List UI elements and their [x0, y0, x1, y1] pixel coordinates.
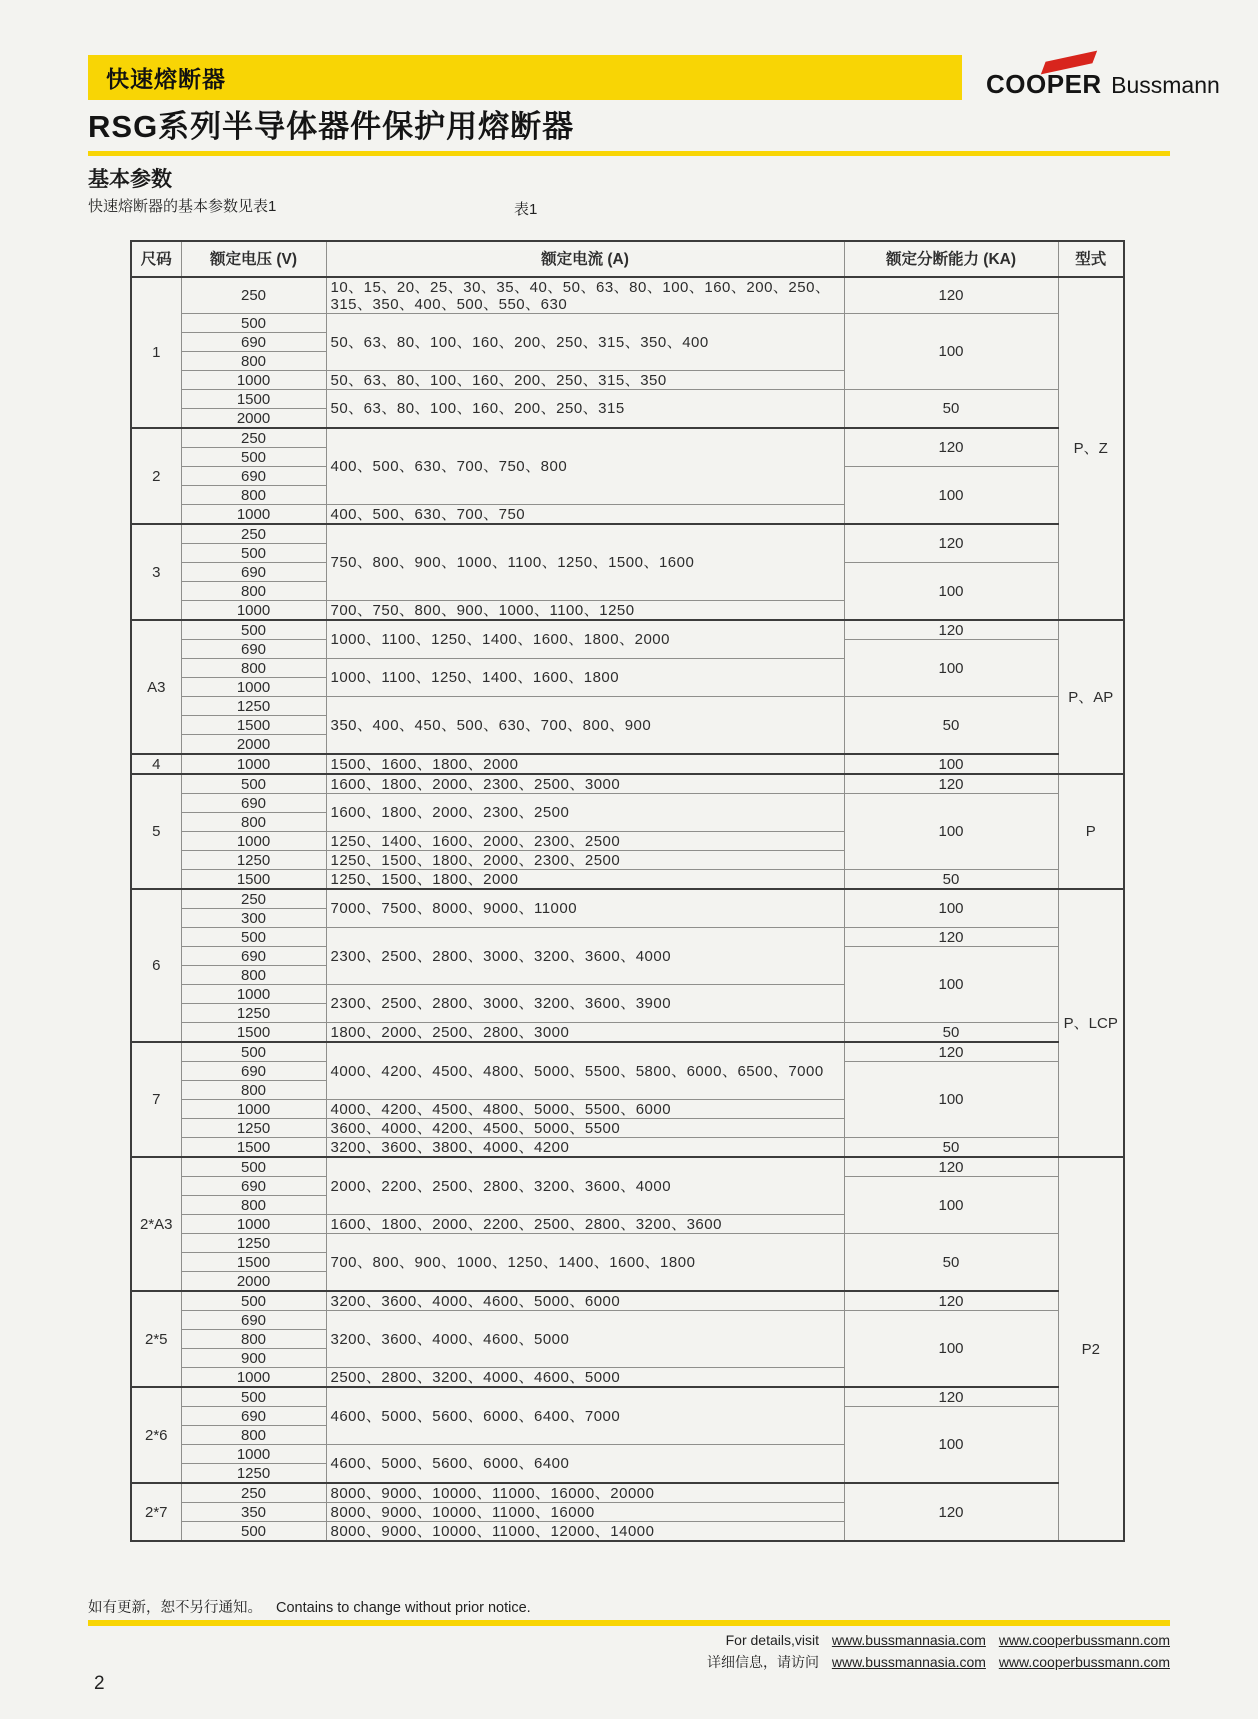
- current-cell: 400、500、630、700、750: [326, 505, 844, 525]
- yellow-divider-top: [88, 151, 1170, 156]
- voltage-cell: 690: [181, 1311, 326, 1330]
- ka-cell: 50: [844, 697, 1058, 755]
- voltage-cell: 800: [181, 1196, 326, 1215]
- current-cell: 3600、4000、4200、4500、5000、5500: [326, 1119, 844, 1138]
- current-cell: 700、800、900、1000、1250、1400、1600、1800: [326, 1234, 844, 1292]
- current-cell: 1600、1800、2000、2300、2500、3000: [326, 774, 844, 794]
- current-cell: 7000、7500、8000、9000、11000: [326, 889, 844, 928]
- voltage-cell: 690: [181, 467, 326, 486]
- voltage-cell: 1000: [181, 1215, 326, 1234]
- voltage-cell: 1250: [181, 851, 326, 870]
- footer-links-prefix-cn: 详细信息，请访问: [706, 1654, 819, 1670]
- current-cell: 1800、2000、2500、2800、3000: [326, 1023, 844, 1043]
- ka-cell: 100: [844, 1177, 1058, 1234]
- table-row: [131, 1234, 1124, 1253]
- ka-cell: 100: [844, 947, 1058, 1023]
- bussmannasia-link[interactable]: www.bussmannasia.com: [831, 1632, 986, 1648]
- ka-cell: 50: [844, 390, 1058, 429]
- size-cell: 3: [131, 524, 181, 620]
- category-label: 快速熔断器: [106, 66, 226, 92]
- size-cell: 7: [131, 1042, 181, 1157]
- voltage-cell: 1000: [181, 754, 326, 774]
- table-body: [131, 277, 1124, 1541]
- voltage-cell: 300: [181, 909, 326, 928]
- category-banner: [88, 55, 962, 100]
- table-row: [131, 1387, 1124, 1407]
- voltage-cell: 1250: [181, 697, 326, 716]
- cooperbussmann-link[interactable]: www.cooperbussmann.com: [998, 1654, 1170, 1670]
- footer-note: [88, 1596, 531, 1617]
- current-cell: 1000、1100、1250、1400、1600、1800: [326, 659, 844, 697]
- yellow-divider-bottom: [88, 1620, 1170, 1626]
- current-cell: 1000、1100、1250、1400、1600、1800、2000: [326, 620, 844, 659]
- current-cell: 50、63、80、100、160、200、250、315、350: [326, 371, 844, 390]
- current-cell: 10、15、20、25、30、35、40、50、63、80、100、160、200、250、315、350、400、500、550、630: [326, 277, 844, 314]
- voltage-cell: 800: [181, 352, 326, 371]
- current-cell: 8000、9000、10000、11000、12000、14000: [326, 1522, 844, 1542]
- size-cell: 2*6: [131, 1387, 181, 1483]
- voltage-cell: 500: [181, 314, 326, 333]
- ka-cell: 120: [844, 1291, 1058, 1311]
- table-row: [131, 390, 1124, 409]
- size-cell: 4: [131, 754, 181, 774]
- current-cell: 8000、9000、10000、11000、16000: [326, 1503, 844, 1522]
- current-cell: 2500、2800、3200、4000、4600、5000: [326, 1368, 844, 1388]
- current-cell: 4600、5000、5600、6000、6400、7000: [326, 1387, 844, 1445]
- current-cell: 1500、1600、1800、2000: [326, 754, 844, 774]
- voltage-cell: 500: [181, 1387, 326, 1407]
- parameters-table: [130, 240, 1125, 1542]
- current-cell: 1600、1800、2000、2300、2500: [326, 794, 844, 832]
- size-cell: 2: [131, 428, 181, 524]
- current-cell: 2300、2500、2800、3000、3200、3600、3900: [326, 985, 844, 1023]
- ka-cell: 100: [844, 889, 1058, 928]
- current-cell: 4000、4200、4500、4800、5000、5500、5800、6000、6500、7000: [326, 1042, 844, 1100]
- parameters-table-wrap: [130, 240, 1125, 1542]
- voltage-cell: 1500: [181, 870, 326, 890]
- footer-note-cn: 如有更新，恕不另行通知。: [88, 1600, 262, 1616]
- voltage-cell: 250: [181, 524, 326, 544]
- voltage-cell: 350: [181, 1503, 326, 1522]
- ka-cell: 50: [844, 1138, 1058, 1158]
- voltage-cell: 690: [181, 794, 326, 813]
- footer-links: [707, 1629, 1170, 1673]
- type-cell: P、Z: [1058, 277, 1124, 620]
- col-header-current: 额定电流 (A): [326, 241, 844, 277]
- table-caption: 表1: [514, 201, 538, 218]
- voltage-cell: 800: [181, 813, 326, 832]
- voltage-cell: 800: [181, 1330, 326, 1349]
- footer-note-en: Contains to change without prior notice.: [276, 1600, 531, 1616]
- footer-links-prefix-en: For details,visit: [725, 1632, 819, 1648]
- page-number: 2: [94, 1673, 105, 1694]
- size-cell: 6: [131, 889, 181, 1042]
- ka-cell: 100: [844, 640, 1058, 697]
- voltage-cell: 800: [181, 582, 326, 601]
- ka-cell: 100: [844, 794, 1058, 870]
- ka-cell: 50: [844, 1023, 1058, 1043]
- current-cell: 1600、1800、2000、2200、2500、2800、3200、3600: [326, 1215, 844, 1234]
- size-cell: 2*A3: [131, 1157, 181, 1291]
- voltage-cell: 500: [181, 448, 326, 467]
- size-cell: A3: [131, 620, 181, 754]
- section-heading: 基本参数: [88, 168, 172, 191]
- ka-cell: 100: [844, 314, 1058, 390]
- ka-cell: 100: [844, 467, 1058, 525]
- voltage-cell: 1000: [181, 1445, 326, 1464]
- voltage-cell: 1000: [181, 601, 326, 621]
- table-row: [131, 697, 1124, 716]
- current-cell: 1250、1500、1800、2000: [326, 870, 844, 890]
- ka-cell: 120: [844, 928, 1058, 947]
- type-cell: P、LCP: [1058, 889, 1124, 1157]
- ka-cell: 50: [844, 1234, 1058, 1292]
- ka-cell: 120: [844, 277, 1058, 314]
- voltage-cell: 800: [181, 1426, 326, 1445]
- type-cell: P2: [1058, 1157, 1124, 1541]
- footer-links-row-en: [707, 1629, 1170, 1651]
- table-head: [131, 241, 1124, 277]
- current-cell: 750、800、900、1000、1100、1250、1500、1600: [326, 524, 844, 601]
- voltage-cell: 1250: [181, 1004, 326, 1023]
- voltage-cell: 2000: [181, 735, 326, 755]
- voltage-cell: 1250: [181, 1234, 326, 1253]
- table-row: [131, 524, 1124, 544]
- ka-cell: 100: [844, 1062, 1058, 1138]
- voltage-cell: 900: [181, 1349, 326, 1368]
- current-cell: 4000、4200、4500、4800、5000、5500、6000: [326, 1100, 844, 1119]
- section-subheading: 快速熔断器的基本参数见表1: [88, 198, 277, 215]
- col-header-type: 型式: [1058, 241, 1124, 277]
- voltage-cell: 690: [181, 333, 326, 352]
- type-cell: P: [1058, 774, 1124, 889]
- ka-cell: 120: [844, 1387, 1058, 1407]
- ka-cell: 120: [844, 1483, 1058, 1541]
- voltage-cell: 500: [181, 928, 326, 947]
- voltage-cell: 2000: [181, 1272, 326, 1292]
- voltage-cell: 690: [181, 1177, 326, 1196]
- brand-bussmann-text: Bussmann: [1111, 72, 1220, 98]
- voltage-cell: 800: [181, 966, 326, 985]
- voltage-cell: 1000: [181, 1100, 326, 1119]
- voltage-cell: 690: [181, 1407, 326, 1426]
- size-cell: 2*7: [131, 1483, 181, 1541]
- voltage-cell: 1500: [181, 716, 326, 735]
- table-row: [131, 774, 1124, 794]
- current-cell: 3200、3600、4000、4600、5000: [326, 1311, 844, 1368]
- voltage-cell: 1000: [181, 1368, 326, 1388]
- voltage-cell: 250: [181, 277, 326, 314]
- table-row: [131, 889, 1124, 909]
- ka-cell: 120: [844, 428, 1058, 467]
- current-cell: 3200、3600、3800、4000、4200: [326, 1138, 844, 1158]
- table-row: [131, 870, 1124, 890]
- table-row: [131, 428, 1124, 448]
- current-cell: 50、63、80、100、160、200、250、315: [326, 390, 844, 429]
- table-row: [131, 754, 1124, 774]
- voltage-cell: 500: [181, 1291, 326, 1311]
- header-row: [131, 241, 1124, 277]
- table-row: [131, 1483, 1124, 1503]
- brand-cooper-text: COOPER: [986, 69, 1102, 99]
- current-cell: 2000、2200、2500、2800、3200、3600、4000: [326, 1157, 844, 1215]
- voltage-cell: 500: [181, 544, 326, 563]
- current-cell: 2300、2500、2800、3000、3200、3600、4000: [326, 928, 844, 985]
- table-row: [131, 794, 1124, 813]
- voltage-cell: 800: [181, 1081, 326, 1100]
- col-header-voltage: 额定电压 (V): [181, 241, 326, 277]
- voltage-cell: 500: [181, 1522, 326, 1542]
- voltage-cell: 250: [181, 1483, 326, 1503]
- voltage-cell: 800: [181, 659, 326, 678]
- table-row: [131, 620, 1124, 640]
- current-cell: 400、500、630、700、750、800: [326, 428, 844, 505]
- voltage-cell: 250: [181, 428, 326, 448]
- ka-cell: 100: [844, 1311, 1058, 1388]
- table-row: [131, 1023, 1124, 1043]
- col-header-breaking-capacity: 额定分断能力 (KA): [844, 241, 1058, 277]
- voltage-cell: 1500: [181, 1138, 326, 1158]
- ka-cell: 50: [844, 870, 1058, 890]
- voltage-cell: 500: [181, 1157, 326, 1177]
- current-cell: 1250、1400、1600、2000、2300、2500: [326, 832, 844, 851]
- brand-logo: [986, 56, 1220, 102]
- voltage-cell: 690: [181, 640, 326, 659]
- table-row: [131, 1311, 1124, 1330]
- voltage-cell: 690: [181, 563, 326, 582]
- voltage-cell: 1000: [181, 371, 326, 390]
- ka-cell: 120: [844, 1042, 1058, 1062]
- current-cell: 700、750、800、900、1000、1100、1250: [326, 601, 844, 621]
- ka-cell: 120: [844, 524, 1058, 563]
- size-cell: 1: [131, 277, 181, 428]
- table-row: [131, 1042, 1124, 1062]
- ka-cell: 100: [844, 754, 1058, 774]
- voltage-cell: 1000: [181, 505, 326, 525]
- table-row: [131, 1157, 1124, 1177]
- current-cell: 350、400、450、500、630、700、800、900: [326, 697, 844, 755]
- voltage-cell: 1000: [181, 985, 326, 1004]
- voltage-cell: 800: [181, 486, 326, 505]
- cooperbussmann-link[interactable]: www.cooperbussmann.com: [998, 1632, 1170, 1648]
- page-title: RSG系列半导体器件保护用熔断器: [88, 109, 575, 144]
- table-row: [131, 277, 1124, 314]
- voltage-cell: 2000: [181, 409, 326, 429]
- size-cell: 5: [131, 774, 181, 889]
- ka-cell: 100: [844, 563, 1058, 621]
- voltage-cell: 1500: [181, 1023, 326, 1043]
- table-row: [131, 1291, 1124, 1311]
- table-row: [131, 1138, 1124, 1158]
- voltage-cell: 1000: [181, 678, 326, 697]
- voltage-cell: 1250: [181, 1119, 326, 1138]
- col-header-size: 尺码: [131, 241, 181, 277]
- current-cell: 50、63、80、100、160、200、250、315、350、400: [326, 314, 844, 371]
- voltage-cell: 690: [181, 947, 326, 966]
- voltage-cell: 500: [181, 620, 326, 640]
- ka-cell: 120: [844, 774, 1058, 794]
- current-cell: 4600、5000、5600、6000、6400: [326, 1445, 844, 1484]
- current-cell: 3200、3600、4000、4600、5000、6000: [326, 1291, 844, 1311]
- voltage-cell: 690: [181, 1062, 326, 1081]
- ka-cell: 120: [844, 1157, 1058, 1177]
- current-cell: 1250、1500、1800、2000、2300、2500: [326, 851, 844, 870]
- current-cell: 8000、9000、10000、11000、16000、20000: [326, 1483, 844, 1503]
- footer-links-row-cn: [707, 1651, 1170, 1673]
- table-row: [131, 314, 1124, 333]
- table-row: [131, 928, 1124, 947]
- ka-cell: 120: [844, 620, 1058, 640]
- ka-cell: 100: [844, 1407, 1058, 1484]
- type-cell: P、AP: [1058, 620, 1124, 774]
- voltage-cell: 1500: [181, 1253, 326, 1272]
- size-cell: 2*5: [131, 1291, 181, 1387]
- voltage-cell: 1500: [181, 390, 326, 409]
- brand-wordmark: [986, 69, 1220, 100]
- voltage-cell: 500: [181, 774, 326, 794]
- voltage-cell: 1000: [181, 832, 326, 851]
- voltage-cell: 1250: [181, 1464, 326, 1484]
- voltage-cell: 250: [181, 889, 326, 909]
- bussmannasia-link[interactable]: www.bussmannasia.com: [831, 1654, 986, 1670]
- voltage-cell: 500: [181, 1042, 326, 1062]
